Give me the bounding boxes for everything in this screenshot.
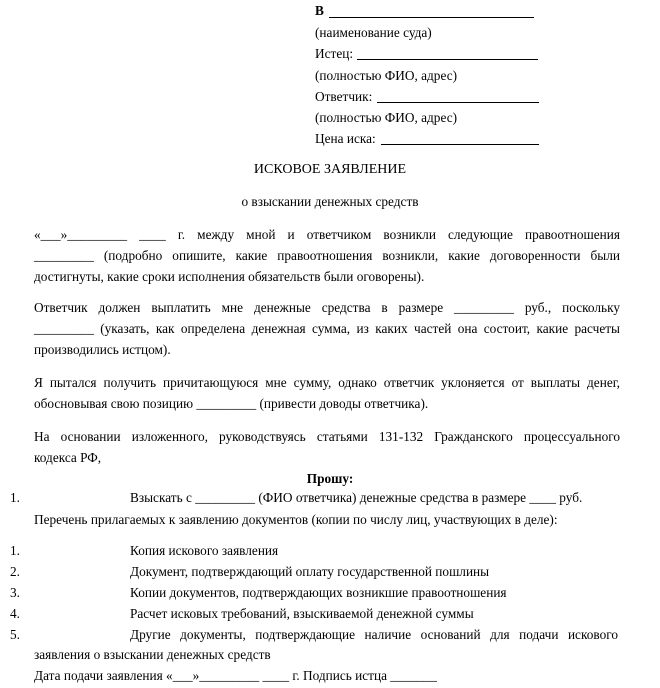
document-title: ИСКОВОЕ ЗАЯВЛЕНИЕ [253,162,407,177]
attachment-text: Расчет исковых требований, взыскиваемой денежной суммы [130,606,474,621]
defendant-blank [377,102,539,103]
plaintiff-hint: (полностью ФИО, адрес) [315,68,458,83]
paragraph-4-line-2: кодекса РФ, [34,450,102,465]
paragraph-2-line-1: Ответчик должен выплатить мне денежные средства в размере _________ руб., поскольку [34,300,620,315]
court-line [315,4,324,17]
paragraph-2-line-3: производились истцом). [34,342,171,357]
claim-price-label: Цена иска: [315,131,376,146]
plaintiff-label: Истец: [315,46,354,61]
claim-price-blank [381,144,539,145]
attachment-text: Другие документы, подтверждающие наличие оснований для подачи искового [130,627,618,642]
paragraph-1-line-2: _________ (подробно опишите, какие правоотношения возникли, какие договоренности были [34,248,620,263]
attachment-text: Копия искового заявления [130,543,279,558]
attachments-heading: Перечень прилагаемых к заявлению документов (копии по числу лиц, участвующих в деле): [34,512,558,527]
plaintiff-blank [357,59,538,60]
attachment-text: Документ, подтверждающий оплату государственной пошлины [130,564,490,579]
attachment-text: Копии документов, подтверждающих возникшие правоотношения [130,585,507,600]
document-subtitle: о взыскании денежных средств [241,194,419,209]
request-heading [0,472,660,485]
paragraph-1-line-3: достигнуты, какие сроки исполнения обязательств были оговорены). [34,269,425,284]
paragraph-3-line-2: обосновывая свою позицию _________ (привести доводы ответчика). [34,396,429,411]
paragraph-2-line-2: _________ (указать, как определена денежная сумма, из каких частей она состоит, какие расчеты [34,321,620,336]
attachment-number: 1. [10,543,20,558]
request-item-text: Взыскать с _________ (ФИО ответчика) денежные средства в размере ____ руб. [130,490,583,505]
court-blank [329,17,534,18]
attachment-number: 4. [10,606,20,621]
paragraph-4-line-1: На основании изложенного, руководствуясь статьями 131-132 Гражданского процессуального [34,429,620,444]
paragraph-1-line-1: «___»_________ ____ г. между мной и ответчиком возникли следующие правоотношения [34,227,620,242]
request-item-number: 1. [10,490,20,505]
attachment-5-continuation: заявления о взыскании денежных средств [34,647,271,662]
attachment-number: 2. [10,564,20,579]
attachment-number: 3. [10,585,20,600]
court-hint: (наименование суда) [315,25,432,40]
filing-date-signature: Дата подачи заявления «___»_________ ____ г. Подпись истца _______ [34,668,437,683]
attachment-number: 5. [10,627,20,642]
court-prefix: В [315,3,324,18]
paragraph-3-line-1: Я пытался получить причитающуюся мне сумму, однако ответчик уклоняется от выплаты денег, [34,375,620,390]
defendant-label: Ответчик: [315,89,373,104]
defendant-hint: (полностью ФИО, адрес) [315,110,458,125]
request-heading-text: Прошу: [306,471,354,486]
